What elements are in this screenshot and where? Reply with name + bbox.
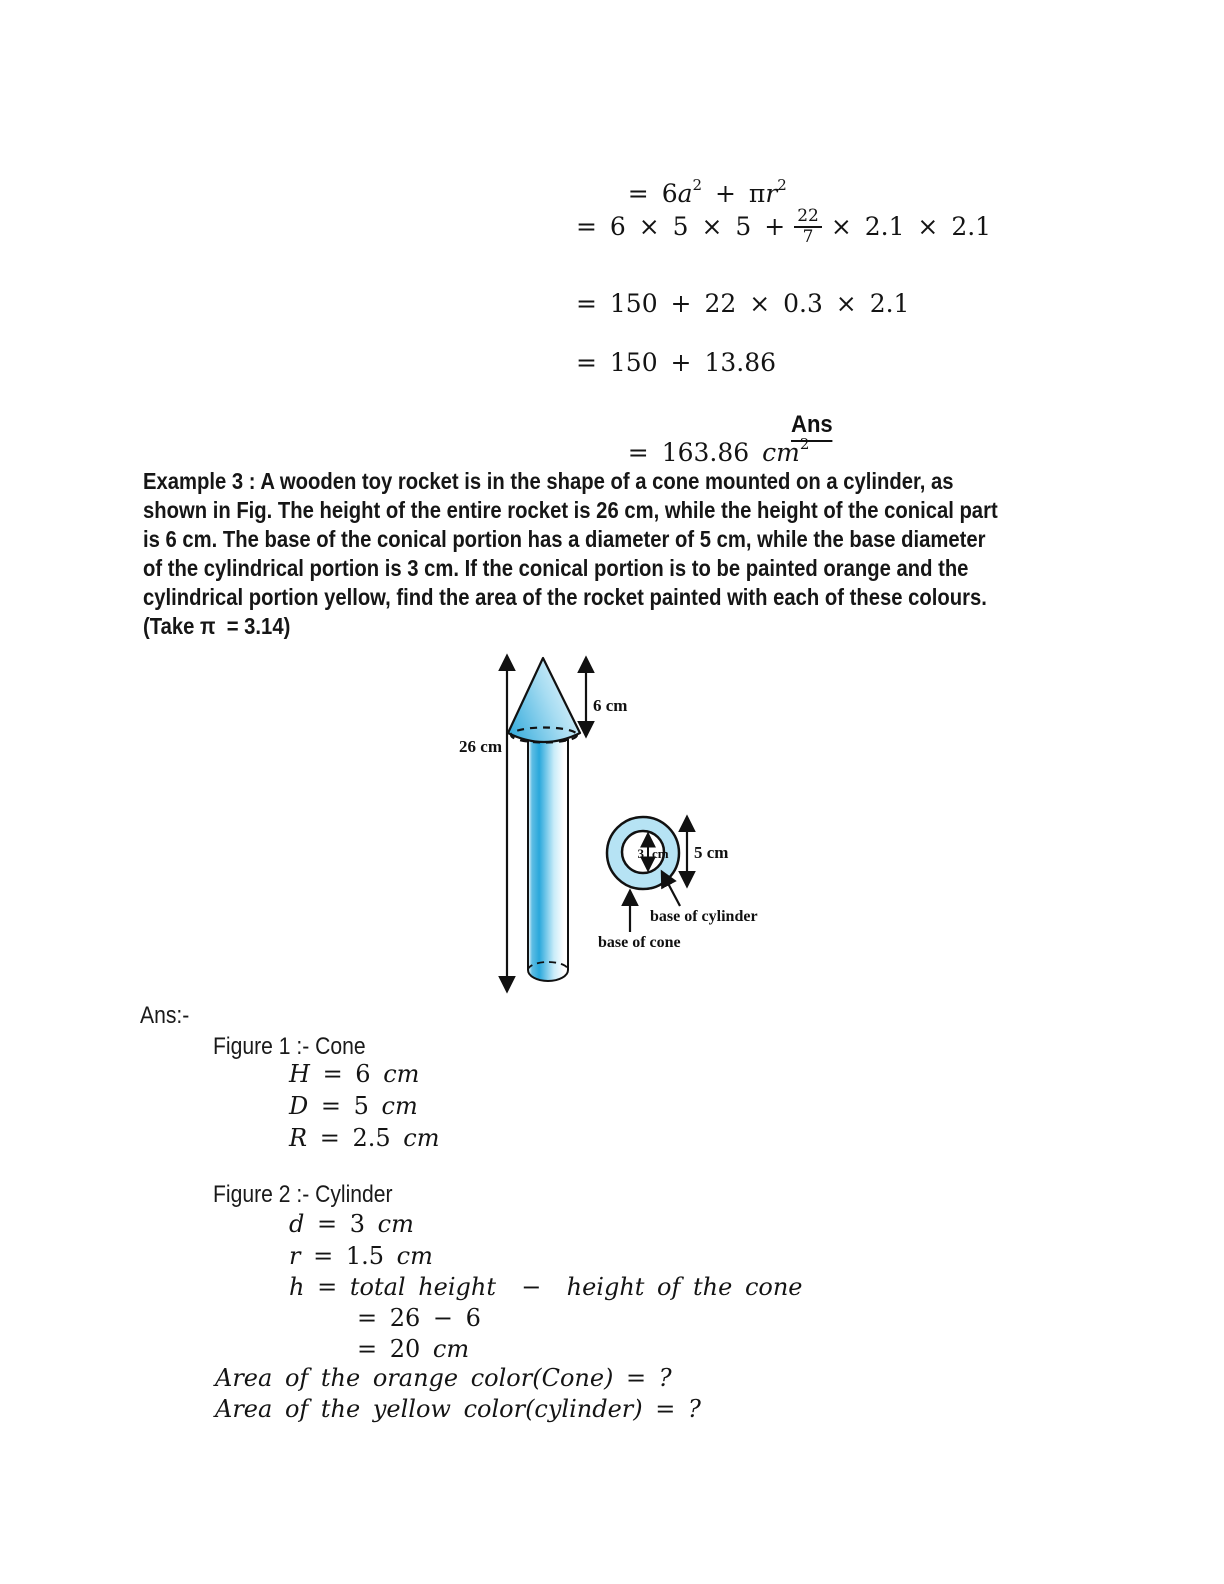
cone-height-label: 6 cm xyxy=(593,696,628,715)
eq1-exponent-2: 2 xyxy=(777,176,787,194)
cone-d-line: D = 5 cm xyxy=(289,1092,418,1120)
rocket-figure xyxy=(440,640,780,1000)
figure2-heading: Figure 2 :- Cylinder xyxy=(213,1181,393,1208)
base-of-cone-label: base of cone xyxy=(598,934,681,951)
eq1-var-r: r xyxy=(765,179,778,208)
ans-label: Ans xyxy=(791,411,833,442)
total-height-label: 26 cm xyxy=(459,737,502,756)
equation-line-3: = 150 + 22 × 0.3 × 2.1 xyxy=(576,289,910,318)
inner-diameter-value: 3 xyxy=(637,846,644,861)
base-of-cylinder-label: base of cylinder xyxy=(650,908,758,925)
eq1-lead: = 6 xyxy=(627,179,678,208)
h-substitution-line: = 26 − 6 xyxy=(357,1304,481,1332)
problem-line: Example 3 : A wooden toy rocket is in the shape of a cone mounted on a cylinder, as xyxy=(143,468,954,494)
eq2-lead: = 6 × 5 × 5 + xyxy=(576,211,786,241)
fraction-22-over-7 xyxy=(794,207,822,246)
answer-heading: Ans:- xyxy=(140,1002,190,1029)
cylinder-r-line: r = 1.5 cm xyxy=(289,1242,433,1270)
eq5-lead: = 163.86 xyxy=(627,438,763,467)
area-orange-question: Area of the orange color(Cone) = ? xyxy=(215,1364,672,1392)
problem-line: cylindrical portion yellow, find the area of the rocket painted with each of these colours. xyxy=(143,584,987,610)
problem-line: is 6 cm. The base of the conical portion has a diameter of 5 cm, while the base diameter xyxy=(143,526,986,552)
cone-h-line: H = 6 cm xyxy=(289,1060,420,1088)
eq1-mid: + π xyxy=(702,179,766,208)
cylinder-h-line: h = total height − height of the cone xyxy=(289,1273,803,1301)
outer-diameter-label: 5 cm xyxy=(694,843,729,862)
problem-line: of the cylindrical portion is 3 cm. If the conical portion is to be painted orange and the xyxy=(143,555,969,581)
eq1-exponent: 2 xyxy=(692,176,703,194)
problem-statement xyxy=(143,467,998,641)
fraction-denominator: 7 xyxy=(802,226,814,247)
equation-line-4: = 150 + 13.86 xyxy=(576,348,777,377)
inner-diameter-unit: cm xyxy=(652,846,669,861)
cylinder-d-line: d = 3 cm xyxy=(289,1210,414,1238)
area-yellow-question: Area of the yellow color(cylinder) = ? xyxy=(215,1395,701,1423)
eq5-exponent: 2 xyxy=(799,435,810,453)
cylinder-shape xyxy=(528,740,568,981)
h-result-line: = 20 cm xyxy=(357,1335,470,1363)
eq2-tail: × 2.1 × 2.1 xyxy=(830,211,992,241)
problem-line: shown in Fig. The height of the entire rocket is 26 cm, while the height of the conical part xyxy=(143,497,998,523)
eq5-unit: cm xyxy=(762,438,800,467)
equation-line-2 xyxy=(576,207,991,246)
figure1-heading: Figure 1 :- Cone xyxy=(213,1033,366,1060)
problem-line: (Take π = 3.14) xyxy=(143,613,291,639)
cone-r-line: R = 2.5 cm xyxy=(289,1124,440,1152)
eq1-var-a: a xyxy=(677,179,693,208)
fraction-numerator: 22 xyxy=(794,207,822,228)
